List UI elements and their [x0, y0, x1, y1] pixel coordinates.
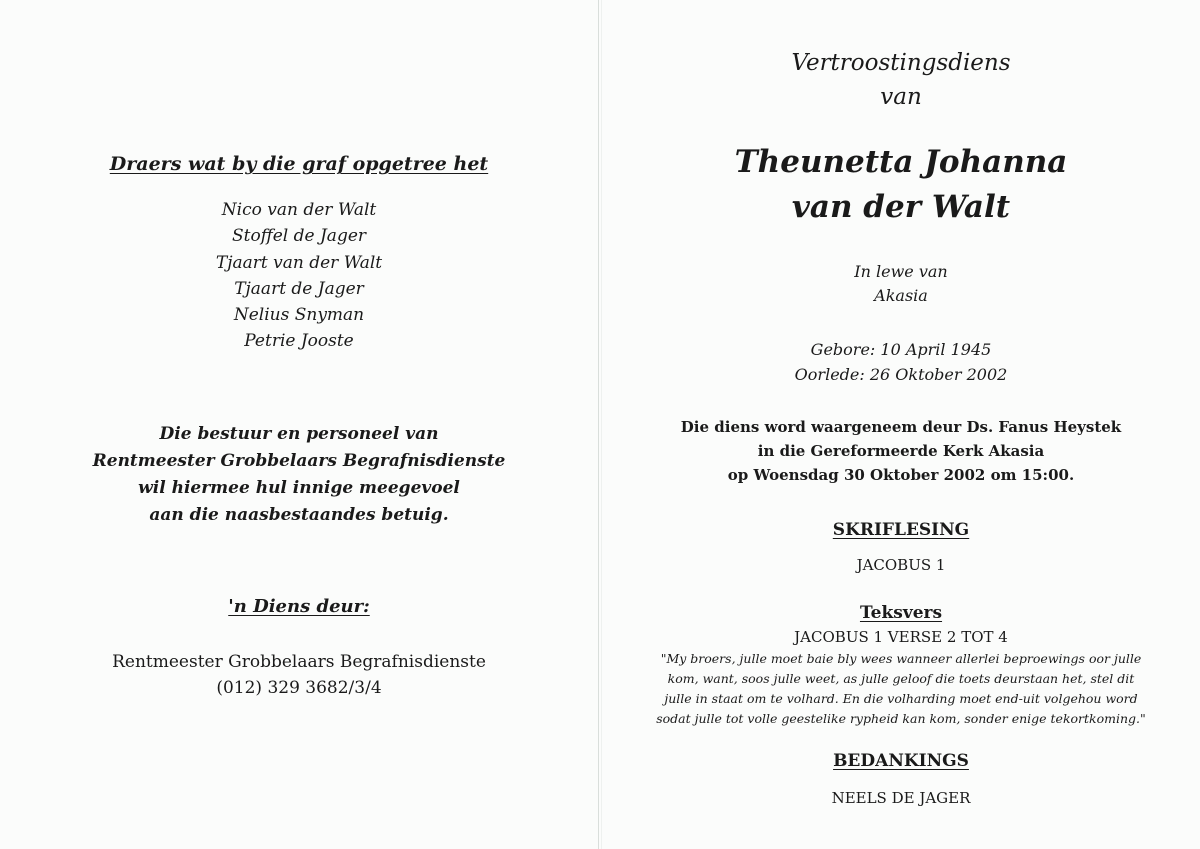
deceased-name: Theunetta Johanna: [734, 144, 1068, 180]
bearer-name: Nelius Snyman: [233, 305, 365, 325]
bearer-name: Stoffel de Jager: [231, 226, 367, 246]
left-panel: [0, 0, 598, 849]
verse-quote-line: kom, want, soos julle weet, as julle geloof die toets deurstaan het, stel dit: [667, 671, 1135, 686]
firm-name: Rentmeester Grobbelaars Begrafnisdienste: [112, 652, 486, 672]
condolence-line: wil hiermee hul innige meegevoel: [138, 478, 460, 498]
deceased-surname: van der Walt: [791, 189, 1011, 225]
place: Akasia: [874, 286, 928, 305]
service-line: in die Gereformeerde Kerk Akasia: [757, 442, 1045, 460]
service-title: Vertroostingsdiens: [791, 50, 1011, 76]
scripture-reference: JACOBUS 1: [856, 556, 946, 574]
text-verse-heading: Teksvers: [859, 603, 943, 623]
service-by-heading: 'n Diens deur:: [228, 596, 370, 617]
scripture-heading: SKRIFLESING: [832, 520, 970, 540]
in-life-of: In lewe van: [854, 262, 948, 281]
firm-phone: (012) 329 3682/3/4: [216, 678, 382, 698]
condolence-line: aan die naasbestaandes betuig.: [149, 505, 449, 525]
service-title-van: van: [880, 84, 922, 110]
fold-line: [598, 0, 599, 849]
text-verse-reference: JACOBUS 1 VERSE 2 TOT 4: [794, 628, 1008, 646]
bearer-name: Nico van der Walt: [221, 200, 377, 220]
bearer-name: Tjaart de Jager: [234, 279, 364, 299]
birth-date: Gebore: 10 April 1945: [810, 340, 992, 359]
bearer-name: Tjaart van der Walt: [215, 253, 383, 273]
service-line: op Woensdag 30 Oktober 2002 om 15:00.: [727, 466, 1075, 484]
thanks-name: NEELS DE JAGER: [831, 789, 971, 807]
condolence-line: Die bestuur en personeel van: [159, 424, 439, 444]
verse-quote-line: "My broers, julle moet baie bly wees wanneer allerlei beproewings oor julle: [660, 651, 1142, 666]
service-line: Die diens word waargeneem deur Ds. Fanus Heystek: [680, 418, 1122, 436]
verse-quote-line: julle in staat om te volhard. En die volharding moet end-uit volgehou word: [664, 691, 1138, 706]
death-date: Oorlede: 26 Oktober 2002: [794, 365, 1008, 384]
condolence-line: Rentmeester Grobbelaars Begrafnisdienste: [92, 451, 506, 471]
verse-quote-line: sodat julle tot volle geestelike rypheid kan kom, sonder enige tekortkoming.": [656, 711, 1146, 726]
bearer-name: Petrie Jooste: [244, 331, 354, 351]
bearers-heading: Draers wat by die graf opgetree het: [109, 153, 489, 175]
right-panel: [602, 0, 1200, 849]
thanks-heading: BEDANKINGS: [833, 751, 969, 771]
